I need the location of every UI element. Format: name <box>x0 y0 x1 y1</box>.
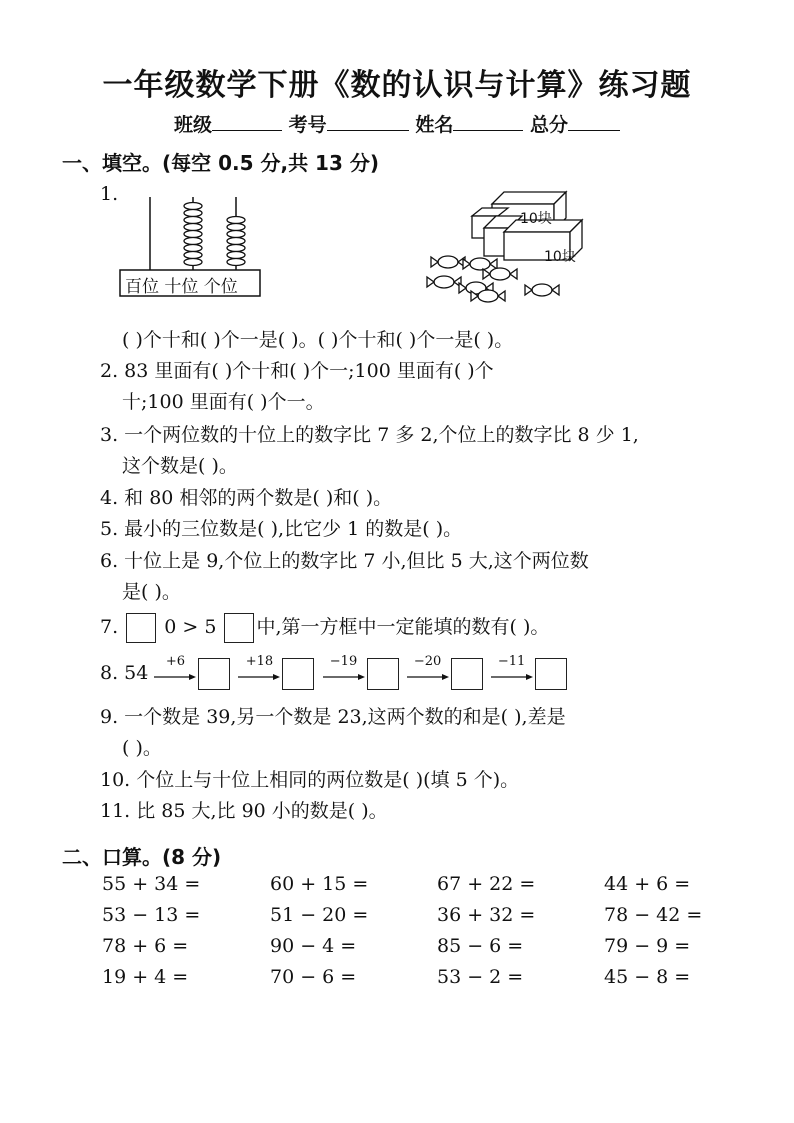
q1-number: 1. <box>100 183 119 205</box>
calc-r2c2: 51 − 20 = <box>270 904 369 926</box>
abacus-place-labels: 百位 十位 个位 <box>125 277 238 297</box>
name-blank[interactable] <box>453 112 523 131</box>
total-label: 总分 <box>529 114 568 136</box>
q8-op-2: +18 <box>245 654 274 669</box>
abacus-figure <box>118 192 278 304</box>
q7-number: 7. <box>100 616 119 638</box>
q8-arrow-2 <box>238 654 280 688</box>
exam-no-label: 考号 <box>288 114 327 136</box>
q8-box-3[interactable] <box>367 658 399 690</box>
class-blank[interactable] <box>212 112 282 131</box>
q8-arrow-1 <box>154 654 196 688</box>
name-label: 姓名 <box>415 114 454 136</box>
calc-r4c1: 19 + 4 = <box>102 966 189 988</box>
q8-box-1[interactable] <box>198 658 230 690</box>
q2-line-1: 2. 83 里面有( )个十和( )个一;100 里面有( )个 <box>100 360 494 382</box>
calc-r4c4: 45 − 8 = <box>604 966 691 988</box>
calc-r2c3: 36 + 32 = <box>437 904 536 926</box>
q8-box-5[interactable] <box>535 658 567 690</box>
q6-line-1: 6. 十位上是 9,个位上的数字比 7 小,但比 5 大,这个两位数 <box>100 550 589 572</box>
q8-arrow-3 <box>323 654 365 688</box>
student-info-line <box>0 110 794 137</box>
calc-r2c1: 53 − 13 = <box>102 904 201 926</box>
q8-arrow-5 <box>491 654 533 688</box>
calc-r3c2: 90 − 4 = <box>270 935 357 957</box>
calc-r2c4: 78 − 42 = <box>604 904 703 926</box>
q5-line: 5. 最小的三位数是( ),比它少 1 的数是( )。 <box>100 518 463 540</box>
q1-answer-line: ( )个十和( )个一是( )。( )个十和( )个一是( )。 <box>122 329 514 351</box>
q7-box-1[interactable] <box>126 613 156 643</box>
exam-no-blank[interactable] <box>327 112 409 131</box>
calc-r1c1: 55 + 34 = <box>102 873 201 895</box>
q8-start: 8. 54 <box>100 662 149 684</box>
q2-line-2: 十;100 里面有( )个一。 <box>122 391 325 413</box>
block-label-1: 10块 <box>520 211 552 227</box>
calc-r1c4: 44 + 6 = <box>604 873 691 895</box>
section-1-heading: 一、填空。(每空 0.5 分,共 13 分) <box>62 151 379 175</box>
q3-line-1: 3. 一个两位数的十位上的数字比 7 多 2,个位上的数字比 8 少 1, <box>100 424 639 446</box>
q8-op-5: −11 <box>497 654 526 669</box>
calc-r4c2: 70 − 6 = <box>270 966 357 988</box>
q8-arrow-4 <box>407 654 449 688</box>
q7-rest: 中,第一方框中一定能填的数有( )。 <box>256 616 550 638</box>
q6-line-2: 是( )。 <box>122 581 181 603</box>
q11-line: 11. 比 85 大,比 90 小的数是( )。 <box>100 800 388 822</box>
blocks-candies-figure <box>424 184 584 313</box>
q8-box-2[interactable] <box>282 658 314 690</box>
q10-line: 10. 个位上与十位上相同的两位数是( )(填 5 个)。 <box>100 769 520 791</box>
q7-inequality: 0 > 5 <box>164 616 217 638</box>
q7-line <box>100 612 549 643</box>
total-blank[interactable] <box>568 112 620 131</box>
block-label-2: 10块 <box>544 249 576 265</box>
q4-line: 4. 和 80 相邻的两个数是( )和( )。 <box>100 487 393 509</box>
q9-line-2: ( )。 <box>122 737 162 759</box>
section-2-heading: 二、口算。(8 分) <box>62 845 222 869</box>
calc-r3c4: 79 − 9 = <box>604 935 691 957</box>
q8-chain <box>100 654 569 690</box>
calc-r4c3: 53 − 2 = <box>437 966 524 988</box>
calc-r3c3: 85 − 6 = <box>437 935 524 957</box>
q7-box-2[interactable] <box>224 613 254 643</box>
q9-line-1: 9. 一个数是 39,另一个数是 23,这两个数的和是( ),差是 <box>100 706 566 728</box>
page-title: 一年级数学下册《数的认识与计算》练习题 <box>102 68 692 103</box>
calc-r1c2: 60 + 15 = <box>270 873 369 895</box>
q8-op-3: −19 <box>329 654 358 669</box>
q8-box-4[interactable] <box>451 658 483 690</box>
calc-r1c3: 67 + 22 = <box>437 873 536 895</box>
q3-line-2: 这个数是( )。 <box>122 455 238 477</box>
q8-op-4: −20 <box>413 654 442 669</box>
class-label: 班级 <box>174 114 213 136</box>
calc-r3c1: 78 + 6 = <box>102 935 189 957</box>
q8-op-1: +6 <box>165 654 185 669</box>
